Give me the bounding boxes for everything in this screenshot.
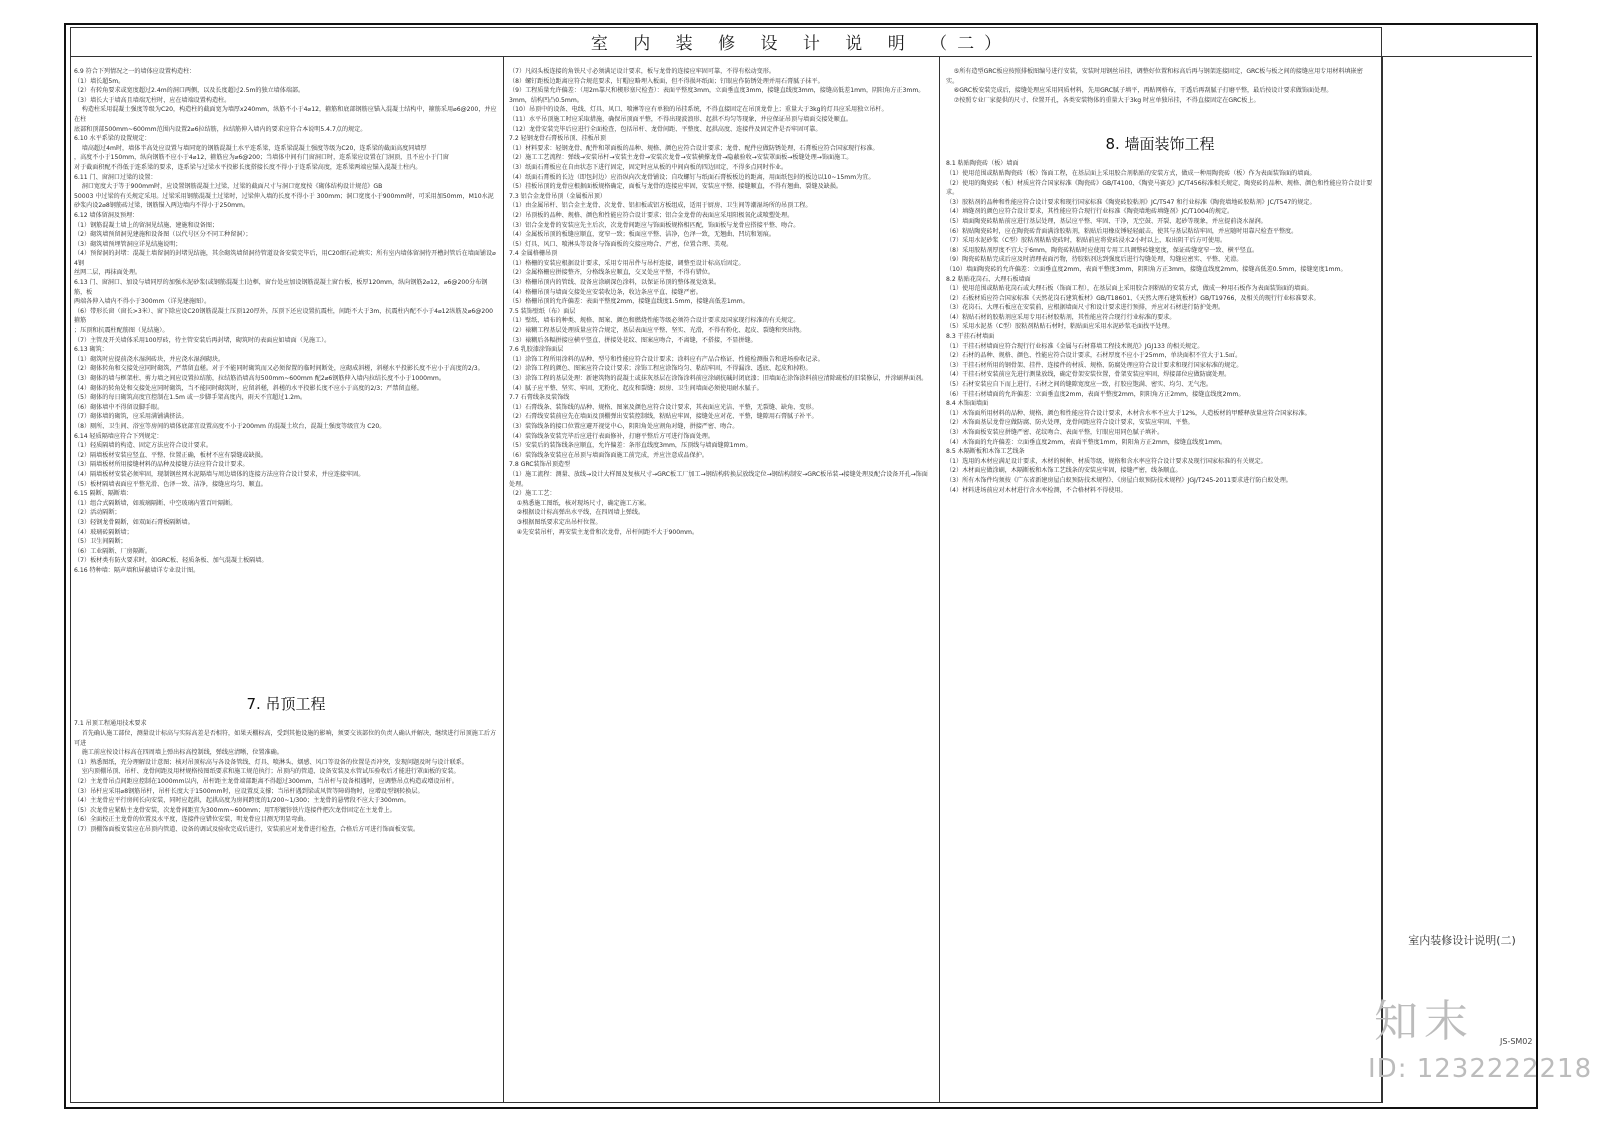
text-line: 50003 中过梁的有关规定采用。过梁采用钢筋混凝土过梁时，过梁伸入墙的长度不得小于 300mm；洞口宽度小于900mm时，可采用加50mm，M10水泥 xyxy=(74,192,494,200)
text-line: （1）由金属吊杆、铝合金主龙骨、次龙骨、铝扣板或铝方板组成，适用于厨房、卫生间等潮湿场所的吊顶工程。 xyxy=(509,202,812,210)
text-line: 7.1 吊顶工程通用技术要求 xyxy=(74,720,147,728)
text-line: 8.1 粘贴陶瓷砖（板）墙面 xyxy=(946,160,1019,168)
text-line: （5）格栅吊顶的允许偏差：表面平整度2mm，接缝直线度1.5mm，接缝高低差1mm。 xyxy=(509,298,749,306)
text-line: （2）隔墙板材安装应竖直、平整、位置正确，板材不应有裂缝或缺损。 xyxy=(74,451,267,459)
text-line: ③根据图纸要求定出吊杆位置。 xyxy=(509,518,602,526)
text-line: （2）主龙骨吊点间距应控制在1000mm以内，吊杆距主龙骨端部距离不得超过300mm，当吊杆与设备相遇时，应调整吊点构造或增设吊杆。 xyxy=(74,778,458,786)
text-line: ⑥GRC板安装完成后，接缝处理应采用同质材料，先用GRC腻子填平，再贴网格布，干透后再刮腻子打磨平整，最后按设计要求做饰面处理。 xyxy=(946,87,1333,95)
text-line: （4）腻子应平整、坚实、牢固，无粉化、起皮和裂缝；厨房、卫生间墙面必须使用耐水腻子。 xyxy=(509,384,763,392)
text-line: （3）裱糊后各幅拼接应横平竖直，拼接处花纹、图案应吻合，不离缝，不搭接，不显拼缝。 xyxy=(509,336,757,344)
text-line: （3）轻钢龙骨隔断，如双面石膏板隔断墙。 xyxy=(74,518,194,526)
text-line: 首先确认施工部位，测量设计标高与实际高差是否相符，如果天棚标高，受到其他设施的影响，须要交该部位的负责人确认并解决，继续进行吊顶施工后方可进 xyxy=(74,730,497,747)
text-line: （9）陶瓷砖粘贴完成后应及时清理表面污物，待胶粘剂达到强度后进行勾缝处理，勾缝应密实、平整、光滑。 xyxy=(946,256,1243,264)
text-line: （1）组合式隔断墙，如玻璃隔断、中空玻璃内置百叶隔断。 xyxy=(74,499,237,507)
text-line: （5）卫生间隔断； xyxy=(74,538,127,546)
text-line: （4）砌体的转角处和交接处应同时砌筑，当不能同时砌筑时，应留斜槎，斜槎的水平投影长度不应小于高度的2/3；严禁留直槎。 xyxy=(74,384,423,392)
text-line: （6）砌体墙中不得留设脚手眼。 xyxy=(74,403,164,411)
text-line: （5）砌体的每日砌筑高度宜控制在1.5m 或一步脚手架高度内，雨天不宜超过1.2m。 xyxy=(74,394,307,402)
text-line: （7）主管及开关墙体采用100厚砖，待主管安装后再封堵，砌筑时的表面应如墙面（见施工）。 xyxy=(74,336,331,344)
text-line: （2）石膏线安装前应先在墙面及顶棚弹出安装控制线，粘贴应牢固，接缝处应对花、平整，缝隙用石膏腻子补平。 xyxy=(509,413,818,421)
text-line: 室内顶棚吊顶、吊杆、龙骨间距及用材规格按图纸要求和施工规范执行；吊顶内的管道、设备安装及水管试压验收后才能进行罩面板的安装。 xyxy=(74,768,460,776)
text-line: （1）选用的木材应满足设计要求，木材的树种、材质等级、规格和含水率应符合设计要求及现行国家标准的有关规定。 xyxy=(946,457,1267,465)
text-line: 墙高超过4m时，墙体半高处应设置与墙同宽的钢筋混凝土水平连系梁，连系梁混凝土强度等级为C20，连系梁的截面高度同墙厚 xyxy=(74,144,427,152)
text-line: （5）采用水泥基（C型）胶粘剂粘贴石材时，粘贴面应采用水泥砂浆毛面找平处理。 xyxy=(946,323,1174,331)
title-block-divider xyxy=(1382,57,1383,1103)
text-line: 3mm，结构凹凸0.5mm。 xyxy=(509,96,583,104)
text-line: 7.2 轻钢龙骨石膏板吊顶、挂板吊顶 xyxy=(509,135,606,143)
text-line: （3）墙长大于墙高且墙端无柱时，应在墙端设置构造柱。 xyxy=(74,96,231,104)
text-line: 6.9 符合下列情况之一的墙体应设置构造柱： xyxy=(74,68,196,75)
column-1 xyxy=(74,67,498,1103)
text-line: （6）装饰线条安装应在吊顶与墙面饰面施工前完成，并应注意成品保护。 xyxy=(509,451,708,459)
text-line: （4）金属板吊顶的板缝应顺直，宽窄一致；板面应平整、洁净，色泽一致，无翘曲、凹坑和划痕。 xyxy=(509,231,775,239)
text-line: （1）施工流程：测量、放线→设计大样图及复核尺寸→GRC板工厂加工→钢结构转换层放线定位→钢结构制安→GRC板吊装→接缝处理及配合设备开孔→饰面处理。 xyxy=(509,470,928,488)
text-line: （1）使用范围或粘贴陶瓷砖（板）饰面工程，在基层面上采用胶合剂粘贴的安装方式，做成一种用陶瓷砖（板）作为表面装饰面的墙面。 xyxy=(946,169,1316,177)
text-line: （8）厕所、卫生间、浴室等房间的墙体底部宜设置高度不小于200mm 的混凝土坎台，混凝土强度等级宜为 C20。 xyxy=(74,422,386,430)
text-line: （2）涂饰工程的颜色、图案应符合设计要求；涂饰工程应涂饰均匀、粘结牢固，不得漏涂、透底、起皮和掉粉。 xyxy=(509,365,812,373)
text-line: （5）安装后的装饰线条应顺直，允许偏差：条形直线度3mm，压顶线与墙面缝隙1mm。 xyxy=(509,442,752,450)
text-line: （5）挂板吊顶的龙骨应根据面板规格确定，面板与龙骨的连接应牢固，安装应平整、接缝顺直，不得有翘曲、裂缝及缺损。 xyxy=(509,183,842,191)
text-line: 两端各伸入墙内不得小于300mm（详见建施图）。 xyxy=(74,298,211,306)
text-line: 6.13 门、窗洞口、加设与墙同厚的加强水泥砂浆(或钢筋混凝土)边框，窗台处应加设钢筋混凝土窗台板，板厚120mm，纵向钢筋2⌀12，⌀6@200分布钢筋，板 xyxy=(74,279,488,296)
watermark-logo: 知末 xyxy=(1374,996,1474,1047)
text-line: （2）有转角要求或宽度超过2.4m的洞口两侧，以及长度超过2.5m的独立墙体端部。 xyxy=(74,87,305,95)
text-line: （1）石膏线条、装饰线的品种、规格、图案及颜色应符合设计要求，其表面应光洁、平整，无裂缝、缺角、变形。 xyxy=(509,403,818,411)
text-line: （1）轻质隔墙的构造、固定方法应符合设计要求。 xyxy=(74,442,212,450)
text-line: 6.12 墙体留洞及预埋： xyxy=(74,211,139,219)
text-line: （7）砌体墙的砌筑，应采用满铺满挤法。 xyxy=(74,413,188,421)
text-line: （5）灯具、风口、喷淋头等设备与饰面板的交接应吻合、严密，位置合理、美观。 xyxy=(509,240,733,248)
text-line: 6.11 门、窗洞口过梁的设置： xyxy=(74,173,157,181)
text-line: 7.7 石膏线条及装饰线 xyxy=(509,394,570,402)
text-line: 对于截面积配不得低于连系梁的要求，连系梁与过梁水平投影长度搭接长度不得小于连系梁高度，连系梁两端应锚入混凝土柱内。 xyxy=(74,163,422,171)
text-line: （4）材料进场前应对木材进行含水率检测，不合格材料不得使用。 xyxy=(946,486,1127,494)
text-line: （1）壁纸、墙布的种类、规格、图案、颜色和燃烧性能等级必须符合设计要求及国家现行标准的有关规定。 xyxy=(509,317,800,325)
text-line: （3）铝合金龙骨的安装应先主后次，次龙骨间距应与饰面板规格相匹配，饰面板与龙骨应搭接平整、吻合。 xyxy=(509,221,800,229)
sheet-number: JS-SM02 xyxy=(1500,1037,1533,1046)
text-line: （3）装饰线条的接口位置应避开视觉中心，阴阳角处应割角对缝，拼接严密、吻合。 xyxy=(509,422,739,430)
text-line: （4）隔墙板材安装必须牢固，现制钢丝网水泥隔墙与周边墙体的连接方法应符合设计要求，并应连接牢固。 xyxy=(74,470,365,478)
text-line: （4）木饰面的允许偏差：立面垂直度2mm，表面平整度1mm，阴阳角方正2mm，接缝直线度1mm。 xyxy=(946,438,1227,446)
text-line: （2）施工工艺： xyxy=(509,490,556,498)
text-line: （3）花岗石、大理石板应在安装前，应根据墙面尺寸和设计要求进行预排，并应对石材进行防护处理。 xyxy=(946,304,1225,312)
text-line: （7）顶棚饰面板安装应在吊顶内管道、设备的调试及验收完成后进行，安装前应对龙骨进行检查，合格后方可进行饰面板安装。 xyxy=(74,826,420,833)
text-line: 7.5 装饰壁纸（布）面层 xyxy=(509,307,576,315)
text-line: （4）干挂石材安装前应先进行测量放线，确定骨架安装位置，骨架安装应牢固，焊接部位应做防腐处理。 xyxy=(946,371,1231,379)
watermark-id: ID: 1232222218 xyxy=(1368,1054,1593,1084)
text-line: 构造柱采用混凝土强度等级为C20，构造柱的截面宽为墙厚x240mm，纵筋不小于4⌀12，箍筋和底部钢筋应锚入混凝土结构中，箍筋采用⌀6@200，并应在柱 xyxy=(74,106,497,123)
text-line: （11）水平吊顶施工时应采取措施，确保吊顶面平整，不得出现波浪形、起拱不均匀等现象，并应保证吊顶与墙面交接处顺直。 xyxy=(509,115,852,123)
text-line: （4）格栅吊顶与墙面交接处应安装收边条，收边条应平直、接缝严密。 xyxy=(509,288,702,296)
text-line: （3）木饰面板安装应拼缝严密、花纹吻合、表面平整，钉眼应用同色腻子填补。 xyxy=(946,429,1164,436)
text-line: （6）工业隔断、厂房隔断。 xyxy=(74,547,152,555)
text-line: （2）活动隔断； xyxy=(74,509,121,517)
section-heading: 8. 墙面装饰工程 xyxy=(1105,135,1215,154)
drawing-name: 室内装修设计说明(二) xyxy=(1408,934,1516,947)
text-line: ⑦按照专业厂家提供的尺寸、位置开孔，各类安装物体的重量大于3kg 时应单独吊挂，不得直接固定在GRC板上。 xyxy=(946,96,1260,104)
text-line: （6）全面校正主龙骨的位置及水平度，连接件应错位安装，明龙骨应目测无明显弯曲。 xyxy=(74,816,310,824)
text-line: 6.13 砌筑： xyxy=(74,346,108,354)
spacer xyxy=(74,575,498,685)
text-line: （1）涂饰工程所用涂料的品种、型号和性能应符合设计要求；涂料应有产品合格证、性能检测报告和进场验收记录。 xyxy=(509,355,824,363)
section-heading: 7. 吊顶工程 xyxy=(246,695,326,714)
text-line: 底部和顶部500mm~600mm范围内设置2⌀6拉结筋，拉结筋伸入墙内的要求应符合本说明5.4.7点的规定。 xyxy=(74,125,367,133)
column-2 xyxy=(509,67,933,1103)
text-line: （6）带形长窗（窗长>3米）、窗下除应设C20钢筋混凝土压顶120厚外，压顶下还应设置抗震柱，间距不大于3m，抗震柱内配不小于4⌀12纵筋及⌀6@200箍筋 xyxy=(74,307,493,325)
text-line: （1）墙长超5m。 xyxy=(74,77,125,85)
text-line: （4）预留洞的封堵：混凝土墙留洞的封堵见结施，其余砌筑墙留洞待管道设备安装完毕后，用C20细石砼填实；所有室内墙体留洞待开槽封管后在墙面铺设⌀4钢 xyxy=(74,250,496,267)
text-line: （2）吊顶板的品种、规格、颜色和性能应符合设计要求；铝合金龙骨的表面应采用阳极氧化或喷塑处理。 xyxy=(509,211,794,219)
text-line: （3）吊杆应采用⌀8钢筋吊杆，吊杆长度大于1500mm时，应设置反支撑；当吊杆遇到梁或风管等障碍物时，应增设型钢转换层。 xyxy=(74,787,424,795)
text-line: （1）钢筋混凝土墙上的留洞见结施、建施和设备图； xyxy=(74,221,219,229)
text-line: ②根据设计标高弹出水平线，在四周墙上弹线。 xyxy=(509,509,645,517)
text-line: （7）板材类有防火要求时，如GRC板、轻质条板、加气混凝土板隔墙。 xyxy=(74,557,268,565)
text-line: （1）格栅的安装应根据设计要求，采用专用吊件与吊杆连接，调整至设计标高后固定。 xyxy=(509,259,745,267)
text-line: （1）材料要求：轻钢龙骨、配件和罩面板的品种、规格、颜色应符合设计要求；龙骨、配件应做防锈处理，石膏板应符合国家现行标准。 xyxy=(509,144,879,152)
text-line: ；压顶和抗震柱配筋图（见结施）。 xyxy=(74,327,169,335)
text-line: （4）填缝剂的颜色应符合设计要求，其性能应符合现行行业标准《陶瓷墙地砖填缝剂》JC/T1004的规定。 xyxy=(946,208,1234,216)
text-line: （5）板材隔墙表面应平整光滑、色泽一致、洁净，接缝应均匀、顺直。 xyxy=(74,480,267,488)
text-line: （8）采用胶粘剂厚度不宜大于6mm，陶瓷砖粘贴时应使用专用工具调整砖缝宽度，保证砖缝宽窄一致、横平竖直。 xyxy=(946,246,1259,254)
text-line: ④先安装吊杆，再安装主龙骨和次龙骨，吊杆间距不大于900mm。 xyxy=(509,528,699,536)
text-line: （3）所有木饰件均须按《广东省新建房屋白蚁预防技术规程》、《房屋白蚁预防技术规程》JGJ/T245-2011要求进行防白蚁处理。 xyxy=(946,476,1292,484)
text-line: （2）砌筑墙预留洞见建施和设备图（以代号区分不同工种留洞）； xyxy=(74,231,252,239)
column-divider xyxy=(939,57,940,1103)
text-line: 8.4 木饰面墙面 xyxy=(946,400,989,408)
text-line: （5）次龙骨应紧贴主龙骨安装，次龙骨间距宜为300mm~600mm；用T形镀锌铁片连接件把次龙骨固定在主龙骨上。 xyxy=(74,806,396,814)
column-divider xyxy=(503,57,504,1103)
text-line: （5）墙面陶瓷砖粘贴前应进行基层处理，基层应平整、牢固、干净，无空鼓、开裂、起砂等现象，并应提前浇水湿润。 xyxy=(946,217,1267,225)
text-line: 洞口宽度大于等于900mm时，应设置钢筋混凝土过梁，过梁的截面尺寸与洞口宽度按《砌体结构设计规范》GB xyxy=(74,183,383,191)
page-title-row xyxy=(70,27,1532,57)
text-line: 6.15 隔断、隔断墙： xyxy=(74,490,133,498)
text-line: （8）螺钉距板边距离应符合规范要求，钉帽应略埋入板面，但不得损坏纸面；钉眼应作防锈处理并用石膏腻子抹平。 xyxy=(509,77,824,85)
text-line: （3）涂饰工程的基层处理：新建筑物的混凝土或抹灰基层在涂饰涂料前应涂刷抗碱封闭底漆；旧墙面在涂饰涂料前应清除疏松的旧装修层，并涂刷界面剂。 xyxy=(509,375,928,382)
text-line: （7）凡闷头板连接的角铁尺寸必须满足设计要求，板与龙骨的连接应牢固可靠，不得有松动变形。 xyxy=(509,68,775,75)
text-line: ①熟悉施工图纸，核对现场尺寸，确定施工方案。 xyxy=(509,499,651,507)
text-line: 7.6 乳胶漆涂饰面层 xyxy=(509,346,564,354)
text-line: （2）木材面应做涂刷，木隔断板和木饰工艺线条的安装应牢固，接缝严密，线条顺直。 xyxy=(946,467,1182,475)
text-line: （7）采用水泥砂浆（C型）胶粘剂粘贴瓷砖时，粘贴前应将瓷砖浸水2小时以上，取出阴干后方可使用。 xyxy=(946,237,1227,245)
text-line: ⑤所有造型GRC板应按照排板图编号进行安装，安装时用钢丝吊挂，调整好位置和标高后再与钢架连接固定，GRC板与板之间的接缝应用专用材料填嵌密实。 xyxy=(946,68,1363,85)
text-line: （1）干挂石材墙面应符合现行行业标准《金属与石材幕墙工程技术规范》JGJ133 的相关规定。 xyxy=(946,342,1204,350)
text-line: （2）金属格栅应拼接整齐，分格线条应顺直，交叉处应平整，不得有错位。 xyxy=(509,269,714,277)
text-line: （3）格栅吊顶内的管线、设备应涂刷深色涂料，以保证吊顶的整体视觉效果。 xyxy=(509,279,721,287)
text-line: （2）使用的陶瓷砖（板）材质应符合国家标准《陶瓷砖》GB/T4100、《陶瓷马赛克》JC/T456标准相关规定，陶瓷砖的品种、规格、颜色和性能应符合设计要求。 xyxy=(946,179,1373,197)
text-line: （4）主龙骨应平行房间长向安装，同时应起拱，起拱高度为房间跨度的1/200~1/300；主龙骨的悬臂段不应大于300mm。 xyxy=(74,797,410,805)
text-line: （12）龙骨安装完毕后应进行全面检查，包括吊杆、龙骨间距、平整度、起拱高度、连接件及固定件是否牢固可靠。 xyxy=(509,125,822,133)
spacer xyxy=(946,105,1374,125)
text-line: （10）墙面陶瓷砖的允许偏差：立面垂直度2mm，表面平整度3mm，阴阳角方正3mm，接缝直线度2mm，接缝高低差0.5mm，接缝宽度1mm。 xyxy=(946,265,1347,273)
text-line: 8.2 粘贴花岗石、大理石板墙面 xyxy=(946,275,1031,283)
text-line: （6）干挂石材墙面的允许偏差：立面垂直度2mm，表面平整度2mm，阴阳角方正2mm，接缝直线度2mm。 xyxy=(946,390,1245,398)
text-line: （3）胶粘剂的品种和性能应符合设计要求和现行国家标准《陶瓷砖胶粘剂》JC/T547 和行业标准《陶瓷墙地砖胶粘剂》JC/T547的规定。 xyxy=(946,198,1316,206)
text-line: （4）粘贴石材的胶粘剂应采用专用石材胶粘剂，其性能应符合现行行业标准的要求。 xyxy=(946,313,1176,321)
text-line: 8.5 木隔断板和木饰工艺线条 xyxy=(946,448,1025,456)
text-line: 7.4 金属格栅吊顶 xyxy=(509,250,558,258)
text-line: （1）砌筑时应提前浇水湿润砖块，并应浇水湿润砌块。 xyxy=(74,355,225,363)
text-line: （5）石材安装应自下而上进行，石材之间的缝隙宽度应一致，打胶应饱满、密实、均匀、无气泡。 xyxy=(946,381,1212,389)
text-line: （1）木饰面所用材料的品种、规格、颜色和性能应符合设计要求，木材含水率不应大于12%，人造板材的甲醛释放量应符合国家标准。 xyxy=(946,409,1311,417)
text-line: （9）工程质量允许偏差：（用2m靠尺和楔形塞尺检查）：表面平整度3mm，立面垂直度3mm，接缝直线度3mm，接缝高低差1mm，阴阳角方正3mm。 xyxy=(509,87,925,95)
text-line: （4）纸面石膏板的长边（即包封边）应沿纵向次龙骨铺设；自攻螺钉与纸面石膏板板边的距离，用面纸包封的板边以10~15mm为宜。 xyxy=(509,173,875,181)
text-line: （3）纸面石膏板应在自由状态下进行固定，固定时应从板的中间向板的四边固定，不得多点同时作业。 xyxy=(509,163,788,171)
page-title: 室 内 装 修 设 计 说 明 （二） xyxy=(590,34,1012,54)
text-line: （2）石板材质应符合国家标准《天然花岗石建筑板材》GB/T18601、《天然大理石建筑板材》GB/T19766，及相关的现行行业标准要求。 xyxy=(946,294,1320,302)
text-line: （1）熟悉图纸，充分理解设计意图；核对吊顶标高与各设备管线、灯具、喷淋头、烟感、风口等设备的位置是否冲突，发现问题及时与设计联系。 xyxy=(74,758,468,766)
text-line: 6.14 轻质隔墙应符合下列规定： xyxy=(74,432,163,440)
text-line: 7.8 GRC装饰吊顶造型 xyxy=(509,461,571,469)
text-line: （2）施工工艺流程：弹线→安装吊杆→安装主龙骨→安装次龙骨→安装横撑龙骨→隐蔽验收→安装罩面板→板缝处理→饰面施工。 xyxy=(509,154,853,162)
text-line: （2）木饰面基层龙骨应做防腐、防火处理，龙骨间距应符合设计要求，安装应牢固、平整。 xyxy=(946,419,1194,427)
text-line: （1）使用范围或粘贴花岗石或大理石板（饰面工程），在基层面上采用胶合剂粘贴的安装方式，做成一种用石板作为表面装饰面的墙面。 xyxy=(946,285,1313,293)
text-line: 丝网二层，再抹面处理。 xyxy=(74,269,142,277)
text-line: （2）石材的品种、规格、颜色、性能应符合设计要求，石材厚度不应小于25mm，单块面积不宜大于1.5㎡。 xyxy=(946,352,1242,360)
text-line: （4）玻璃砖隔断墙； xyxy=(74,528,133,536)
column-3 xyxy=(946,67,1374,1103)
text-line: （3）砌筑墙预埋管洞应详见结施说明； xyxy=(74,240,182,248)
text-line: 砂浆内设2⌀8钢筋砖过梁，钢筋锚入两边墙内不得小于250mm。 xyxy=(74,202,250,210)
text-line: （3）隔墙板材所用接缝材料的品种及接缝方法应符合设计要求。 xyxy=(74,461,249,469)
text-line: （3）干挂石材所用的钢骨架、挂件、连接件的材质、规格、防腐处理应符合设计要求和现行国家标准的规定。 xyxy=(946,361,1243,369)
text-line: 7.3 铝合金龙骨吊顶（金属板吊顶） xyxy=(509,192,606,200)
text-line: （2）裱糊工程基层处理质量应符合规定，基层表面应平整、坚实、光滑，不得有粉化、起皮、裂缝和突出物。 xyxy=(509,327,806,335)
text-line: （4）装饰线条安装完毕后应进行表面修补，打磨平整后方可进行饰面处理。 xyxy=(509,432,714,440)
text-line: （2）砌体转角和交接处应同时砌筑，严禁留直槎。对于不能同时砌筑而又必须留置的临时间断处，应砌成斜槎，斜槎水平投影长度不应小于高度的2/3。 xyxy=(74,365,484,373)
text-line: （6）粘贴陶瓷砖时，应在陶瓷砖背面满涂胶粘剂，粘贴后用橡皮锤轻轻敲击，使其与基层粘结牢固，并应随时用靠尺检查平整度。 xyxy=(946,227,1298,235)
text-line: 6.10 水平系梁的设置规定： xyxy=(74,135,151,143)
text-line: 8.3 干挂石材墙面 xyxy=(946,333,995,341)
text-line: （10）吊顶中的设备、电线、灯具、风口、喷淋等应有单独的吊挂系统，不得直接固定在吊顶龙骨上；重量大于3kg的灯具应采用独立吊杆。 xyxy=(509,106,888,114)
text-line: ，高度不小于150mm，纵向钢筋不应小于4⌀12，箍筋应为⌀6@200；当墙体中间有门窗洞口时，连系梁应设置在门洞顶，且不应小于门窗 xyxy=(74,154,449,162)
text-line: 6.16 特种墙：隔声墙和屏蔽墙详专业设计图。 xyxy=(74,566,200,574)
text-line: （3）砌体的墙与框架柱、剪力墙之间应设置拉结筋，拉结筋沿墙高每500mm~600mm 配2⌀6钢筋伸入墙内拉结长度不小于1000mm。 xyxy=(74,375,445,382)
text-line: 施工前应按设计标高在四周墙上弹出标高控制线，弹线应清晰，位置准确。 xyxy=(74,749,283,757)
